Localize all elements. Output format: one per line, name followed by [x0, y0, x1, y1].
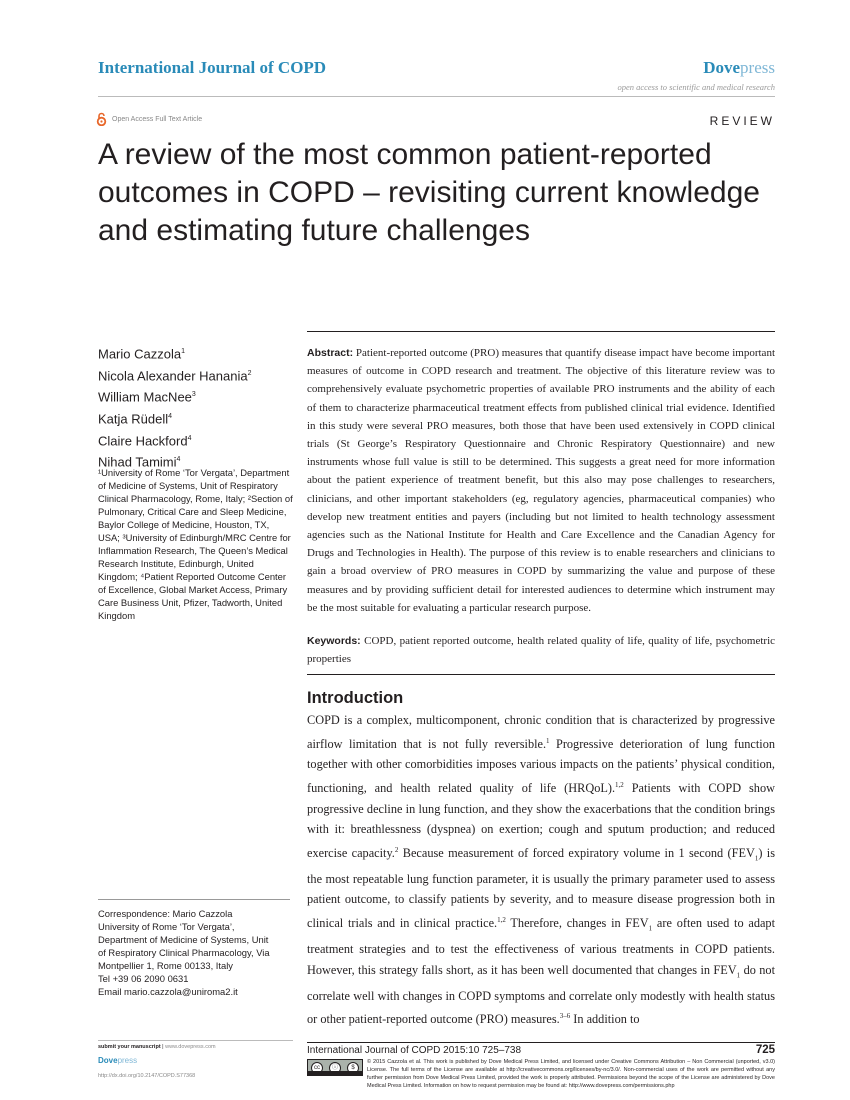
correspondence-email[interactable]: Email mario.cazzola@uniroma2.it: [98, 986, 238, 997]
open-access-lock-icon: [96, 112, 107, 126]
citation-ref[interactable]: 2: [394, 845, 399, 854]
cc-nc-icon: $: [347, 1062, 359, 1074]
submit-manuscript[interactable]: submit your manuscript | www.dovepress.com: [98, 1044, 216, 1050]
author[interactable]: Nihad Tamimi$^4$: [98, 454, 181, 470]
cc-icon: cc: [311, 1062, 323, 1074]
keywords-text: COPD, patient reported outcome, health related quality of life, quality of life, psychometric properties: [307, 635, 776, 666]
article-title: A review of the most common patient-reported outcomes in COPD – revisiting current knowledge and estimating future challenges: [98, 138, 760, 247]
header-divider: [98, 96, 775, 97]
abstract: [307, 344, 775, 617]
license-text: © 2015 Cazzola et al. This work is published by Dove Medical Press Limited, and licensed under Creative Commons Attribution – Non Commercial (unported, v3.0) License. The full terms of the License are available at http://creativecommons.org/licenses/by-nc/3.0/. Non-commercial uses of the work are permitted without any further permission from Dove Medical Press Limited, provided the work is properly attributed. Permissions beyond the scope of the License are administered by Dove Medical Press Limited. Information on how to request permission may be found at: http://www.dovepress.com/permissions.php: [367, 1059, 775, 1089]
abstract-top-divider: [307, 331, 775, 332]
page-number: 725: [755, 1044, 775, 1056]
dovepress-logo[interactable]: [703, 58, 775, 78]
correspondence-name: Mario Cazzola: [172, 908, 233, 919]
citation-ref[interactable]: 1: [546, 736, 550, 745]
submit-url[interactable]: www.dovepress.com: [165, 1044, 216, 1050]
author[interactable]: Claire Hackford$^4$: [98, 432, 192, 448]
journal-citation: International Journal of COPD 2015:10 725–738: [307, 1045, 522, 1056]
author[interactable]: Mario Cazzola$^1$: [98, 346, 185, 362]
correspondence-line: Montpellier 1, Rome 00133, Italy: [98, 960, 233, 971]
open-access-label: Open Access Full Text Article: [112, 115, 203, 123]
correspondence-divider: [98, 899, 290, 900]
abstract-text: Patient-reported outcome (PRO) measures that quantify disease impact have become important measures of outcome in COPD research and treatment. The objective of this literature review was to comprehensively evaluate psychometric properties of available PRO instruments and the ability of each of them to characterize pharmaceutical treatment effects from published clinical trial evidence. Identified in this study were several PRO measures, both those that have been used extensively in COPD clinical trials (St George’s Respiratory Questionnaire and Chronic Respiratory Questionnaire) and new instruments whose full value is still to be determined. This suggests a great need for more information about the patient experience of treatment benefit, but this also may pose challenges to researchers, clinicians, and other important stakeholders (eg, regulatory agencies, pharmaceutical companies) who develop new treatment entities and payers (including but not limited to health technology assessment agencies such as the National Institute for Health and Care Excellence and the Canadian Agency for Drugs and Technologies in Health). The purpose of this review is to enable researchers and clinicians to gain a broad overview of PRO measures in COPD by summarizing the value and purpose of these measures and by providing sufficient detail for interested audiences to determine which instrument may be the most suitable for evaluating a particular research purpose.: [307, 347, 775, 614]
citation-ref[interactable]: 1,2: [615, 780, 624, 789]
brand-tagline: open access to scientific and medical research: [617, 82, 775, 92]
article-type: REVIEW: [709, 114, 775, 128]
journal-title: International Journal of COPD: [98, 58, 327, 77]
footer-left-divider: [98, 1040, 293, 1041]
correspondence-label: Correspondence:: [98, 908, 170, 919]
author[interactable]: William MacNee$^3$: [98, 389, 196, 405]
doi-link[interactable]: http://dx.doi.org/10.2147/COPD.S77368: [98, 1073, 196, 1079]
author[interactable]: Nicola Alexander Hanania$^2$: [98, 367, 252, 383]
introduction-heading: Introduction: [307, 689, 404, 707]
introduction-body: COPD is a complex, multicomponent, chronic condition that is characterized by progressive airflow limitation that is not fully reversible.$^1$ Progressive deterioration of lung function together with other comorbidities imposes various impacts on the patients’ physical condition, functioning, and health related quality of life (HRQoL).$^{1,2}$ Patients with COPD show progressive decline in lung function, and they show the exacerbations that the condition brings with it: breathlessness (dyspnea) on exertion; cough and sputum production; and reduced exercise capacity.$^2$ Because measurement of forced expiratory volume in 1 second $(FEV_1)$ is the most repeatable lung function parameter, it is usually the primary parameter used to assess patient outcome, to classify patients by severity, and to measure disease progression both in clinical trials and in clinical practice.$^{1,2}$ Therefore, changes in $FEV_1$ are often used to adapt treatment strategies and to test the effectiveness of various treatments in COPD patients. However, this strategy falls short, as it has been well documented that changes in $FEV_1$ do not correlate well with changes in COPD symptoms and correlate only modestly with health status or other patient-reported outcome (PRO) measures.$^{3-6}$ In addition to: [307, 713, 776, 1027]
citation-ref[interactable]: 1,2: [497, 916, 506, 925]
keywords: [307, 632, 775, 668]
abstract-bottom-divider: [307, 674, 775, 675]
correspondence: [98, 907, 294, 998]
keywords-label: Keywords:: [307, 635, 361, 647]
affiliations: ¹University of Rome ‘Tor Vergata’, Department of Medicine of Systems, Unit of Respiratory Clinical Pharmacology, Rome, Italy; ²Section of Pulmonary, Critical Care and Sleep Medicine, Baylor College of Medicine, Houston, TX, USA; ³University of Edinburgh/MRC Centre for Inflammation Research, The Queen’s Medical Research Institute, Edinburgh, United Kingdom; ⁴Patient Reported Outcome Center of Excellence, Global Market Access, Primary Care Business Unit, Pfizer, Tadworth, United Kingdom: [98, 467, 293, 621]
footer-divider: [307, 1042, 775, 1043]
cc-label-bar: [308, 1071, 362, 1075]
correspondence-line: Department of Medicine of Systems, Unit: [98, 934, 269, 945]
footer-dovepress-logo[interactable]: Dovepress: [98, 1056, 138, 1065]
correspondence-line: of Respiratory Clinical Pharmacology, Via: [98, 947, 270, 958]
brand-main: Dove: [703, 58, 741, 77]
open-access-badge: [96, 112, 202, 126]
author[interactable]: Katja Rüdell$^4$: [98, 411, 173, 427]
citation-ref[interactable]: 3–6: [559, 1012, 571, 1021]
author-list: [98, 342, 252, 472]
abstract-label: Abstract:: [307, 347, 354, 359]
creative-commons-badge[interactable]: [307, 1059, 363, 1076]
brand-suffix: press: [740, 58, 775, 77]
cc-by-icon: ⓘ: [329, 1062, 341, 1074]
correspondence-phone: Tel +39 06 2090 0631: [98, 973, 189, 984]
correspondence-line: University of Rome ‘Tor Vergata’,: [98, 921, 235, 932]
